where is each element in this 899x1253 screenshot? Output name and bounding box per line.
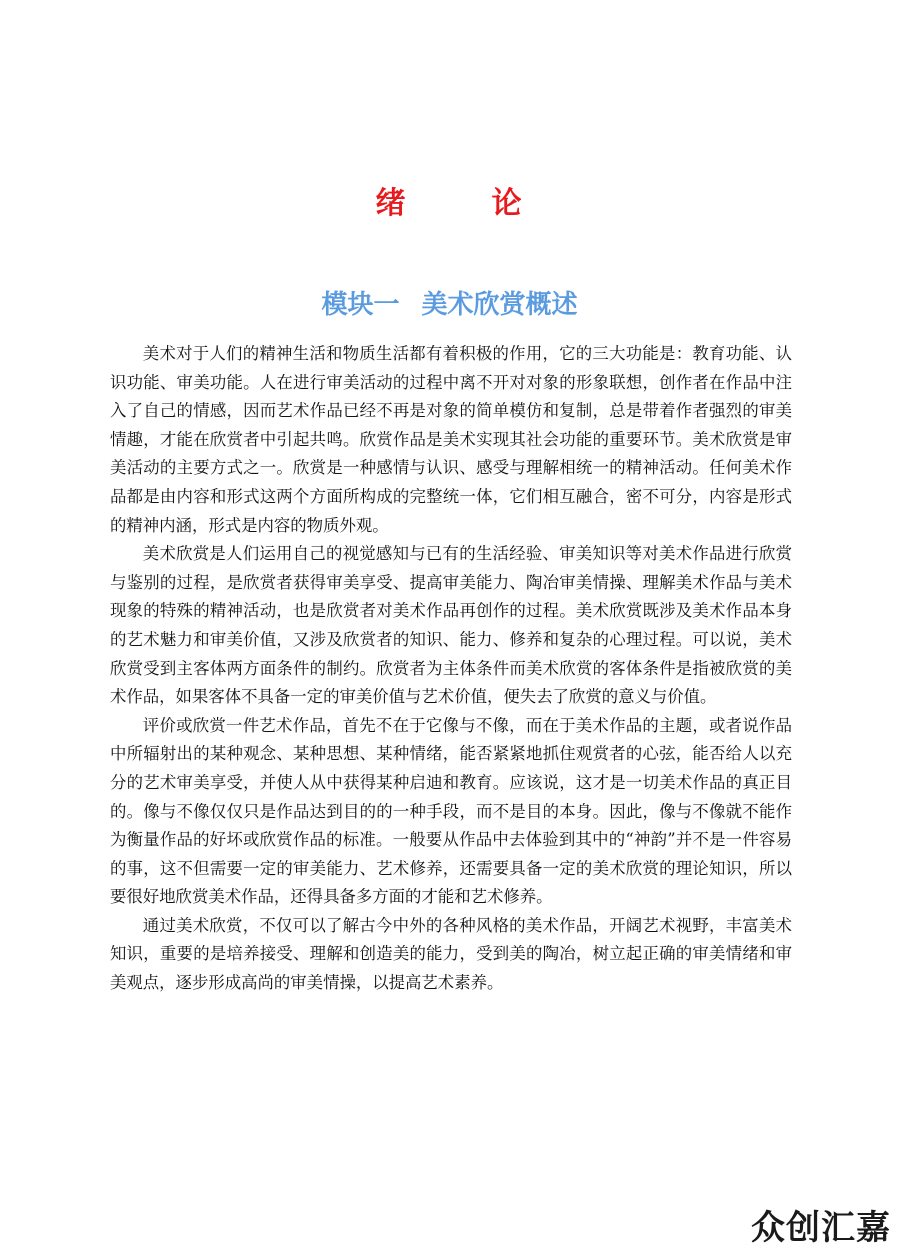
page-title: [0, 178, 899, 222]
section-title-text: 美术欣赏概述: [421, 290, 578, 320]
paragraph-1: 美术对于人们的精神生活和物质生活都有着积极的作用，它的三大功能是：教育功能、认识功能、审美功能。人在进行审美活动的过程中离不开对对象的形象联想，创作者在作品中注入了自己的情感，因而艺术作品已经不再是对象的简单模仿和复制，总是带着作者强烈的审美情趣，才能在欣赏者中引起共鸣。欣赏作品是美术实现其社会功能的重要环节。美术欣赏是审美活动的主要方式之一。欣赏是一种感情与认识、感受与理解相统一的精神活动。任何美术作品都是由内容和形式这两个方面所构成的完整统一体，它们相互融合，密不可分，内容是形式的精神内涵，形式是内容的物质外观。: [110, 344, 792, 535]
page-title-char-1: 绪: [375, 186, 408, 221]
page-title-char-2: 论: [491, 186, 524, 221]
section-title-module: 模块一: [321, 290, 400, 320]
watermark-logo: 众创汇嘉: [751, 1208, 891, 1248]
paragraph-3: 评价或欣赏一件艺术作品，首先不在于它像与不像，而在于美术作品的主题，或者说作品中所辐射出的某种观念、某种思想、某种情绪，能否紧紧地抓住观赏者的心弦，能否给人以充分的艺术审美享受，并使人从中获得某种启迪和教育。应该说，这才是一切美术作品的真正目的。像与不像仅仅只是作品达到目的的一种手段，而不是目的本身。因此，像与不像就不能作为衡量作品的好坏或欣赏作品的标准。一般要从作品中去体验到其中的“神韵”并不是一件容易的事，这不但需要一定的审美能力、艺术修养，还需要具备一定的美术欣赏的理论知识，所以要很好地欣赏美术作品，还得具备多方面的才能和艺术修养。: [110, 715, 792, 907]
body-text: [110, 340, 792, 998]
paragraph-4: 通过美术欣赏，不仅可以了解古今中外的各种风格的美术作品，开阔艺术视野，丰富美术知识，重要的是培养接受、理解和创造美的能力，受到美的陶冶，树立起正确的审美情绪和审美观点，逐步形成高尚的审美情操，以提高艺术素养。: [110, 915, 792, 993]
paragraph-2: 美术欣赏是人们运用自己的视觉感知与已有的生活经验、审美知识等对美术作品进行欣赏与鉴别的过程，是欣赏者获得审美享受、提高审美能力、陶冶审美情操、理解美术作品与美术现象的特殊的精神活动，也是欣赏者对美术作品再创作的过程。美术欣赏既涉及美术作品本身的艺术魅力和审美价值，又涉及欣赏者的知识、能力、修养和复杂的心理过程。可以说，美术欣赏受到主客体两方面条件的制约。欣赏者为主体条件而美术欣赏的客体条件是指被欣赏的美术作品，如果客体不具备一定的审美价值与艺术价值，便失去了欣赏的意义与价值。: [110, 544, 792, 707]
section-title: [0, 284, 899, 321]
